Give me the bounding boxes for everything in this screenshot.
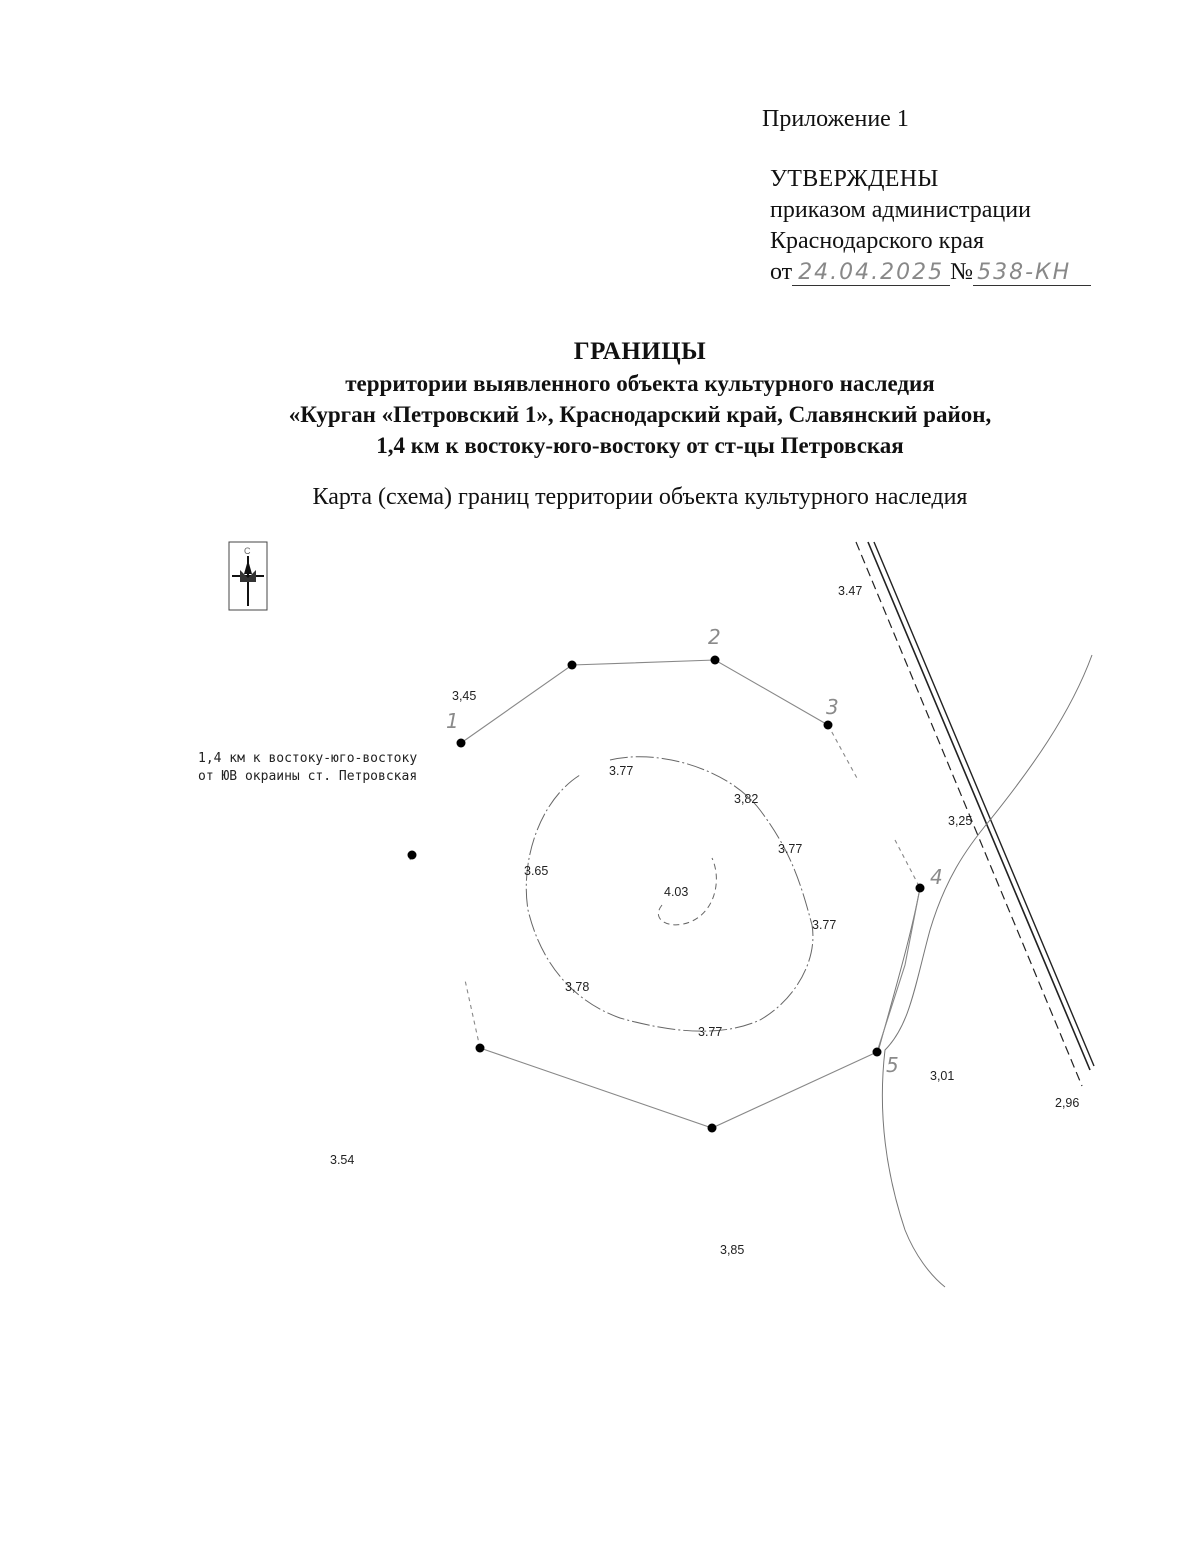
vertex-point	[476, 1044, 485, 1053]
location-note-line-1: 1,4 км к востоку-юго-востоку	[198, 751, 418, 766]
title-line-3: 1,4 км к востоку-юго-востоку от ст-цы Петровская	[376, 433, 904, 458]
elevation-mark: 3.54	[330, 1153, 355, 1167]
map-subtitle: Карта (схема) границ территории объекта культурного наследия	[312, 484, 968, 510]
title-line-2: «Курган «Петровский 1», Краснодарский край, Славянский район,	[288, 402, 992, 427]
compass-label: С	[244, 546, 251, 556]
elevation-mark: 3.77	[609, 764, 634, 778]
elevation-mark: 3.47	[838, 584, 863, 598]
elevation-mark: 3,45	[452, 689, 477, 703]
elevation-mark: 3.77	[812, 918, 837, 932]
point-number-2: 2	[708, 625, 721, 649]
elevation-mark: 3.77	[778, 842, 803, 856]
approval-heading: УТВЕРЖДЕНЫ	[770, 166, 939, 192]
order-number: 538-КН	[973, 261, 1091, 286]
title-main: ГРАНИЦЫ	[573, 338, 707, 365]
elevation-marks	[330, 584, 1079, 1257]
location-note	[198, 751, 417, 784]
vertex-point	[568, 661, 577, 670]
vertex-point	[457, 739, 466, 748]
vertex-point	[873, 1048, 882, 1057]
elevation-mark: 3.77	[698, 1025, 723, 1039]
order-number-sign: №	[950, 259, 974, 285]
north-arrow-icon	[229, 542, 267, 610]
elevation-mark: 4.03	[664, 885, 689, 899]
elevation-mark: 3,85	[720, 1243, 745, 1257]
point-number-5: 5	[886, 1053, 899, 1077]
vertex-point	[824, 721, 833, 730]
appendix-label: Приложение 1	[762, 106, 909, 132]
elevation-mark: 3,01	[930, 1069, 955, 1083]
location-note-line-2: от ЮВ окраины ст. Петровская	[198, 769, 418, 784]
order-from-label: от	[770, 259, 793, 285]
vertex-point	[708, 1124, 717, 1133]
elevation-mark: 3,82	[734, 792, 759, 806]
field-track	[878, 655, 1092, 1287]
approval-line-2: Краснодарского края	[770, 228, 985, 254]
vertex-point	[916, 884, 925, 893]
vertex-point	[408, 851, 417, 860]
elevation-mark: 3,25	[948, 814, 973, 828]
point-number-3: 3	[826, 695, 839, 719]
elevation-mark: 3,78	[565, 980, 590, 994]
order-date: 24.04.2025	[792, 261, 950, 286]
elevation-mark: 3.65	[524, 864, 549, 878]
title-line-1: территории выявленного объекта культурного наследия	[345, 371, 935, 396]
point-number-4: 4	[930, 865, 943, 889]
point-numbers	[446, 625, 943, 1077]
approval-line-1: приказом администрации	[770, 197, 1031, 223]
vertex-point	[711, 656, 720, 665]
elevation-mark: 2,96	[1055, 1096, 1080, 1110]
point-number-1: 1	[446, 709, 459, 733]
